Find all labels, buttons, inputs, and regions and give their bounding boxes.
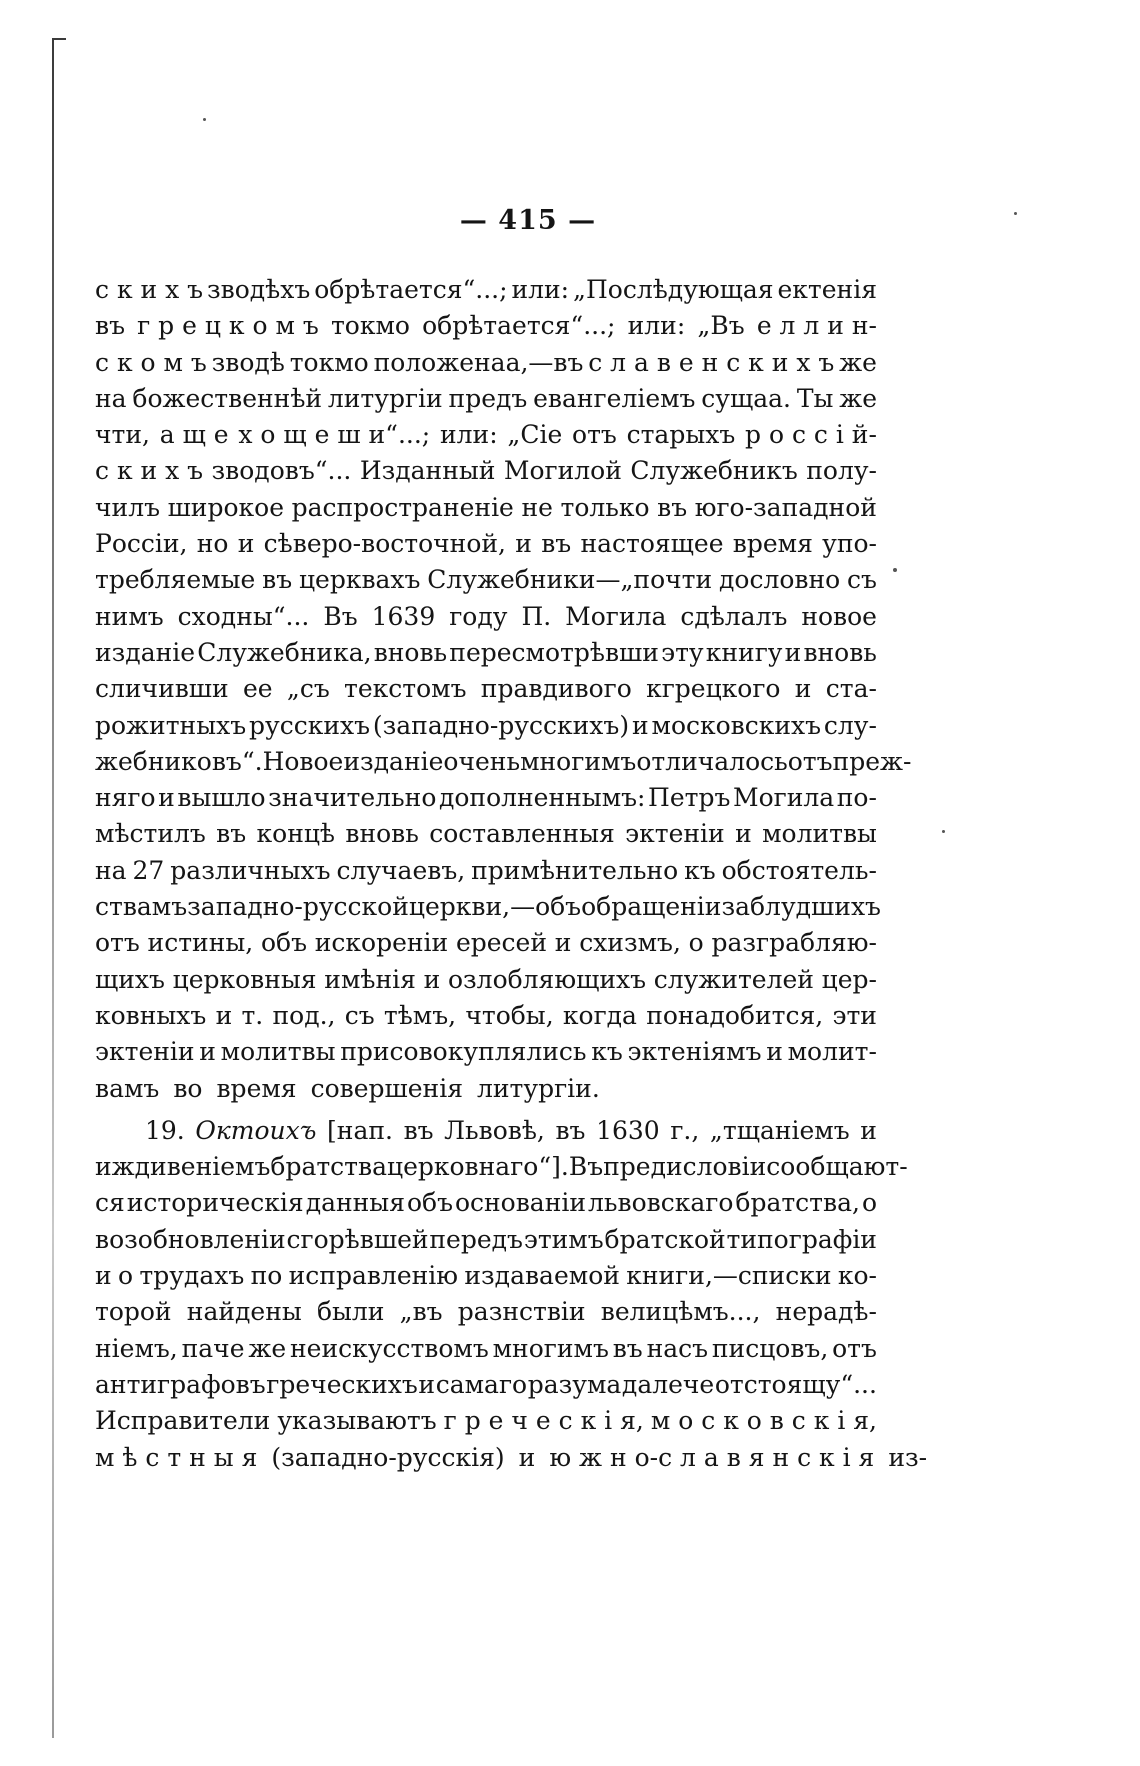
text-line: [95, 1331, 877, 1367]
word: въ: [541, 529, 572, 559]
word: 27: [132, 855, 165, 885]
word: вышло: [177, 783, 266, 813]
word: Ты: [796, 383, 834, 413]
word: о: [688, 928, 704, 958]
text-line: [95, 308, 877, 344]
word: эктеніямъ: [627, 1037, 762, 1067]
word: и: [766, 1037, 783, 1067]
word: Въ: [323, 601, 358, 631]
word: изданіе: [343, 746, 444, 776]
word: иждивеніемъ: [95, 1152, 271, 1182]
word: „съ: [286, 674, 330, 704]
word: ніемъ,: [95, 1333, 178, 1363]
word: церковныя: [172, 964, 317, 994]
word: Служебника,: [197, 637, 372, 667]
word: Октоихъ: [195, 1115, 317, 1145]
word: нерадѣ-: [775, 1297, 877, 1327]
word: т.: [241, 1000, 264, 1030]
word: церквахъ: [298, 565, 421, 595]
word: этимъ: [523, 1224, 604, 1254]
word: молитвы: [762, 819, 877, 849]
word: найдены: [186, 1297, 302, 1327]
word: чилъ: [95, 492, 160, 522]
word: отличалось: [636, 746, 788, 776]
word: и: [735, 819, 752, 849]
word: обрѣтается“...;: [422, 311, 616, 341]
text-line: [95, 889, 881, 925]
word: случаевъ,: [336, 855, 466, 885]
word: исправленію: [288, 1261, 459, 1291]
word: Изданный: [359, 456, 496, 486]
word: разума: [527, 1369, 622, 1399]
word: литургіи.: [476, 1073, 600, 1103]
word: къ: [591, 1037, 623, 1067]
word: понадобится,: [646, 1000, 824, 1030]
word: время: [216, 1073, 297, 1103]
text-line: [95, 744, 912, 780]
word: эту: [661, 637, 704, 667]
text-line: [95, 708, 877, 744]
text-line: [95, 1294, 877, 1330]
word: с к и х ъ: [95, 275, 204, 304]
word: московскихъ: [651, 710, 822, 740]
word: ко-: [837, 1261, 877, 1291]
text-line: [95, 998, 877, 1034]
word: возобновленіи: [95, 1224, 286, 1254]
word: разнствіи: [457, 1297, 586, 1327]
word: молит-: [787, 1037, 877, 1067]
word: и: [423, 964, 441, 994]
word: не: [521, 492, 553, 522]
word: трудахъ: [139, 1261, 245, 1291]
word: объ: [260, 928, 307, 958]
word: а щ е: [159, 420, 229, 450]
text-line: [95, 1071, 877, 1107]
word: мѣстилъ: [95, 819, 206, 849]
word: требляемые: [95, 565, 256, 595]
word: отъ: [572, 420, 617, 450]
word: из-: [888, 1442, 928, 1472]
word: м о с к о в с к і я,: [650, 1406, 877, 1436]
word: Исправители: [95, 1406, 271, 1436]
word: заблудшихъ: [721, 892, 881, 922]
word: насъ: [646, 1333, 709, 1363]
word: издаваемой: [464, 1261, 620, 1291]
text-line: [95, 1440, 928, 1476]
word: и: [794, 674, 812, 704]
word: старыхъ: [626, 420, 736, 450]
word: сходны“...: [177, 601, 310, 631]
word: передъ: [429, 1224, 523, 1254]
word: и: [215, 1000, 233, 1030]
word: въ: [555, 1115, 586, 1145]
word: юго-западной: [694, 492, 877, 522]
word: положенаа,—въ: [373, 347, 584, 377]
word: книгу: [705, 637, 783, 667]
word: самаго: [435, 1369, 528, 1399]
word: зводовъ“...: [211, 456, 352, 486]
text-line: [95, 1149, 908, 1185]
word: сущаа.: [701, 383, 791, 413]
text-line: [95, 1113, 877, 1149]
word: отстоящу“...: [714, 1369, 877, 1399]
scan-speck: [1014, 212, 1017, 215]
word: Новое: [262, 746, 344, 776]
word: присовокуплялись: [340, 1037, 587, 1067]
word: Львовѣ,: [444, 1115, 545, 1145]
word: основаніи: [454, 1188, 587, 1218]
word: съ: [344, 1000, 375, 1030]
word: 19.: [145, 1115, 185, 1145]
word: ковныхъ: [95, 1000, 207, 1030]
word: ее: [243, 674, 273, 704]
word: же: [839, 347, 877, 377]
word: с к и х ъ: [95, 456, 204, 486]
word: время: [732, 529, 813, 559]
word: истины,: [147, 928, 254, 958]
word: въ: [95, 311, 125, 341]
word: цер-: [821, 964, 877, 994]
word: во: [173, 1073, 203, 1103]
word: только: [560, 492, 650, 522]
word: объ: [406, 1188, 453, 1218]
word: Россіи,: [95, 529, 188, 559]
word: очень: [443, 746, 521, 776]
word: но: [196, 529, 229, 559]
text-line: [95, 1403, 877, 1439]
word: „въ: [399, 1297, 443, 1327]
word: и: [784, 637, 802, 667]
word: и: [631, 710, 649, 740]
word: въ: [403, 1115, 434, 1145]
word: же: [248, 1333, 287, 1363]
word: или:: [627, 311, 686, 341]
text-line: [95, 1367, 877, 1403]
word: указываютъ: [277, 1406, 437, 1436]
word: торой: [95, 1297, 172, 1327]
text-line: [95, 962, 877, 998]
word: о: [118, 1261, 134, 1291]
text-line: [95, 526, 877, 562]
word: под.,: [272, 1000, 336, 1030]
word: ектенія: [777, 275, 877, 304]
word: предъ: [448, 383, 528, 413]
text-line: [95, 1222, 877, 1258]
word: Могила: [565, 601, 667, 631]
word: Служебники—„почти: [427, 565, 713, 595]
word: вновь: [803, 637, 877, 667]
word: обращеніи: [581, 892, 722, 922]
word: е л л и н-: [756, 311, 877, 341]
word: концѣ: [256, 819, 336, 849]
word: зводѣ: [211, 347, 285, 377]
word: „Сіе: [507, 420, 563, 450]
word: и: [515, 529, 532, 559]
word: братства: [270, 1152, 387, 1182]
word: сгорѣвшей: [286, 1224, 429, 1254]
text-line: [95, 1185, 877, 1221]
text-line: [95, 272, 877, 308]
word: „тщаніемъ: [709, 1115, 850, 1145]
word: русскихъ: [249, 710, 371, 740]
word: по: [250, 1261, 283, 1291]
word: служителей: [653, 964, 814, 994]
text-line: [95, 853, 877, 889]
word: искореніи: [314, 928, 449, 958]
word: „Въ: [697, 311, 745, 341]
word: сдѣлалъ: [680, 601, 788, 631]
word: нимъ: [95, 601, 164, 631]
word: няго: [95, 783, 156, 813]
text-line: [95, 381, 877, 417]
word: обрѣтается“...;: [314, 275, 508, 304]
word: писцовъ,: [711, 1333, 829, 1363]
text-line: [95, 1034, 877, 1070]
word: историческія: [126, 1188, 304, 1218]
word: когда: [562, 1000, 637, 1030]
word: отъ: [787, 746, 833, 776]
word: вновь: [345, 819, 419, 849]
word: разграбляю-: [711, 928, 877, 958]
word: антиграфовъ: [95, 1369, 266, 1399]
word: р о с с і й-: [745, 420, 877, 450]
word: отъ: [832, 1333, 877, 1363]
word: церковнаго“].: [387, 1152, 569, 1182]
word: настоящее: [580, 529, 724, 559]
word: и: [95, 1261, 112, 1291]
word: Могила: [732, 783, 835, 813]
word: ствамъ: [95, 892, 188, 922]
word: западно-русской: [187, 892, 409, 922]
word: или:: [511, 275, 570, 304]
text-line: [95, 453, 877, 489]
word: отъ: [95, 928, 140, 958]
word: и: [158, 783, 175, 813]
text-line: [95, 1258, 877, 1294]
text-line: [95, 490, 877, 526]
word: г р е ч е с к і я,: [443, 1406, 644, 1436]
word: предисловіи: [603, 1152, 767, 1182]
word: Въ: [568, 1152, 604, 1182]
word: чти,: [95, 420, 150, 450]
text-line: [95, 417, 877, 453]
word: о: [861, 1188, 877, 1218]
word: и: [860, 1115, 877, 1145]
word: и: [518, 1442, 536, 1472]
text-line: [95, 599, 877, 635]
word: евангеліемъ: [533, 383, 696, 413]
word: на: [95, 383, 127, 413]
text-line: [95, 816, 877, 852]
word: упо-: [822, 529, 877, 559]
word: озлобляющихъ: [448, 964, 646, 994]
word: вновь: [373, 637, 448, 667]
word: текстомъ: [344, 674, 467, 704]
word: изданіе: [95, 637, 196, 667]
word: 1630: [596, 1115, 660, 1145]
word: распространеніе: [291, 492, 514, 522]
word: львовскаго: [588, 1188, 734, 1218]
word: многимъ: [492, 1333, 609, 1363]
word: 1639: [371, 601, 436, 631]
word: широкое: [167, 492, 284, 522]
word: въ: [216, 819, 247, 849]
word: сличивши: [95, 674, 229, 704]
word: братства,: [735, 1188, 860, 1218]
word: книги,—списки: [626, 1261, 832, 1291]
word: дословно: [719, 565, 841, 595]
text-line: [95, 925, 877, 961]
word: въ: [612, 1333, 643, 1363]
word: рожитныхъ: [95, 710, 247, 740]
word: полу-: [806, 456, 877, 486]
word: ересей: [455, 928, 548, 958]
word: имѣнія: [324, 964, 416, 994]
word: далече: [621, 1369, 715, 1399]
word: и: [554, 928, 572, 958]
word: жебниковъ“.: [95, 746, 263, 776]
word: и: [199, 1037, 216, 1067]
word: кгрецкого: [646, 674, 781, 704]
word: Служебникъ: [630, 456, 798, 486]
scan-speck: [942, 830, 945, 833]
word: дополненнымъ:: [438, 783, 646, 813]
word: г.,: [670, 1115, 700, 1145]
text-line: [95, 345, 877, 381]
word: были: [316, 1297, 385, 1327]
word: эктеніи: [625, 819, 725, 849]
word: м ѣ с т н ы я: [95, 1442, 258, 1472]
word: значительно: [268, 783, 437, 813]
word: къ: [684, 855, 716, 885]
word: сообщают-: [766, 1152, 908, 1182]
word: г р е ц к о м ъ: [137, 311, 319, 341]
word: щихъ: [95, 964, 165, 994]
word: схизмъ,: [579, 928, 681, 958]
word: ста-: [825, 674, 877, 704]
word: тѣмъ,: [383, 1000, 457, 1030]
word: по-: [836, 783, 877, 813]
scan-speck: [203, 118, 206, 121]
body-text: [95, 272, 928, 1476]
scan-speck: [893, 568, 897, 572]
word: (западно-русскія): [271, 1442, 505, 1472]
word: с к о м ъ: [95, 347, 207, 377]
word: пересмотрѣвши: [449, 637, 659, 667]
word: слу-: [823, 710, 877, 740]
word: совершенія: [310, 1073, 463, 1103]
word: греческихъ: [266, 1369, 418, 1399]
word: церкви,—объ: [408, 892, 582, 922]
scan-edge: [52, 38, 54, 1738]
word: типографіи: [726, 1224, 877, 1254]
word: примѣнительно: [471, 855, 679, 885]
word: зводѣхъ: [207, 275, 311, 304]
word: ю ж н о-с л а в я н с к і я: [549, 1442, 875, 1472]
word: божественнѣй: [132, 383, 323, 413]
word: обстоятель-: [721, 855, 877, 885]
word: неискусствомъ: [289, 1333, 489, 1363]
word: же: [839, 383, 877, 413]
word: Могилой: [503, 456, 622, 486]
text-line: [95, 671, 877, 707]
word: съ: [847, 565, 877, 595]
text-line: [95, 780, 877, 816]
word: [нап.: [327, 1115, 393, 1145]
word: многимъ: [520, 746, 637, 776]
word: и: [418, 1369, 436, 1399]
word: вамъ: [95, 1073, 160, 1103]
word: данныя: [305, 1188, 405, 1218]
word: литургіи: [327, 383, 443, 413]
word: Петръ: [648, 783, 731, 813]
word: с л а в е н с к и х ъ: [588, 347, 835, 377]
word: правдивого: [480, 674, 632, 704]
word: „Послѣдующая: [573, 275, 774, 304]
word: паче: [181, 1333, 245, 1363]
word: новое: [801, 601, 877, 631]
word: П.: [521, 601, 552, 631]
text-line: [95, 562, 877, 598]
word: и: [237, 529, 255, 559]
word: сѣверо-восточной,: [263, 529, 506, 559]
word: токмо: [289, 347, 369, 377]
word: молитвы: [220, 1037, 336, 1067]
word: х о щ е ш и“...;: [238, 420, 431, 450]
word: ся: [95, 1188, 125, 1218]
word: въ: [657, 492, 688, 522]
word: велицѣмъ...,: [600, 1297, 761, 1327]
word: (западно-русскихъ): [372, 710, 630, 740]
word: или:: [439, 420, 498, 450]
word: преж-: [832, 746, 912, 776]
word: токмо: [330, 311, 410, 341]
page-number: — 415 —: [459, 205, 597, 236]
scan-edge-corner: [52, 38, 66, 40]
word: чтобы,: [465, 1000, 554, 1030]
word: на: [95, 855, 127, 885]
word: году: [449, 601, 508, 631]
word: братской: [604, 1224, 726, 1254]
word: эктеніи: [95, 1037, 195, 1067]
word: эти: [832, 1000, 877, 1030]
text-line: [95, 635, 877, 671]
word: въ: [262, 565, 293, 595]
word: различныхъ: [170, 855, 331, 885]
word: составленныя: [429, 819, 615, 849]
